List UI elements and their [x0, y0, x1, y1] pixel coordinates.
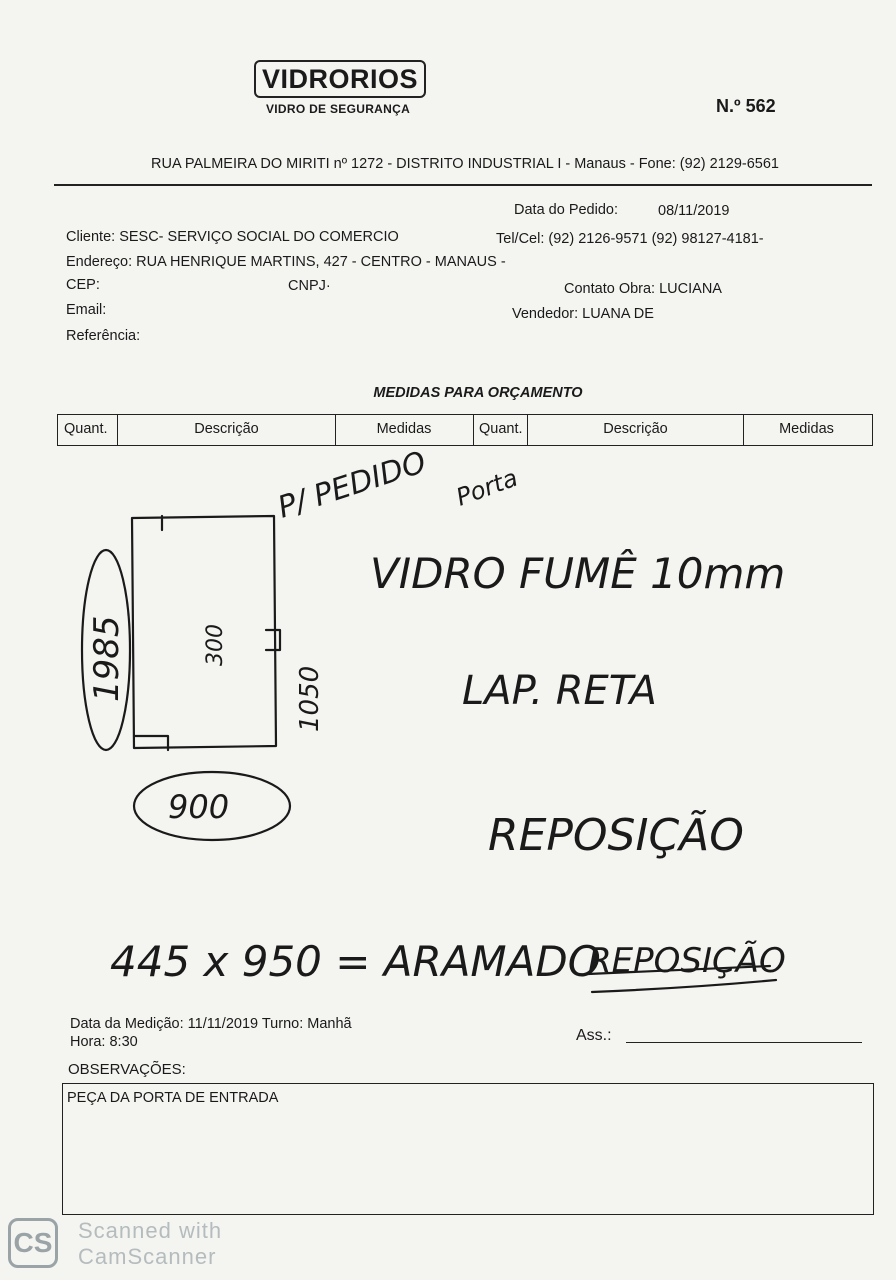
line-vidro: VIDRO FUMÊ 10mm — [370, 549, 786, 598]
email-field: Email: — [66, 302, 107, 318]
note-top: P/ PEDIDO — [273, 444, 431, 526]
phone-field: Tel/Cel: (92) 2126-9571 (92) 98127-4181- — [496, 231, 764, 247]
company-address: RUA PALMEIRA DO MIRITI nº 1272 - DISTRITO INDUSTRIAL I - Manaus - Fone: (92) 2129-6561 — [151, 156, 779, 172]
signature-line — [626, 1042, 862, 1043]
seller-field: Vendedor: LUANA DE — [512, 306, 654, 322]
reposicao-underline — [592, 980, 776, 992]
contact-field: Contato Obra: LUCIANA — [564, 281, 722, 297]
measurement-date: Data da Medição: 11/11/2019 Turno: Manhã — [70, 1016, 352, 1032]
camscanner-logo: CS — [8, 1218, 58, 1268]
col-descricao-2: Descrição — [528, 415, 744, 445]
col-medidas-2: Medidas — [779, 421, 834, 437]
dim-side: 1050 — [295, 665, 325, 732]
line-lap: LAP. RETA — [462, 668, 657, 714]
measurement-time: Hora: 8:30 — [70, 1034, 138, 1050]
col-quant-2: Quant. — [473, 415, 528, 445]
line-reposicao-2: REPOSIÇÃO — [588, 941, 786, 981]
watermark-line-2: CamScanner — [78, 1244, 217, 1269]
dim-inner: 300 — [203, 624, 228, 666]
client-field: Cliente: SESC- SERVIÇO SOCIAL DO COMERCIO — [66, 229, 399, 245]
handwritten-sketch — [0, 440, 896, 1020]
watermark-line-1: Scanned with — [78, 1218, 223, 1243]
document-number: N.º 562 — [716, 96, 776, 116]
col-quant-1: Quant. — [58, 415, 118, 445]
reference-field: Referência: — [66, 328, 141, 344]
order-date-value: 08/11/2019 — [658, 203, 730, 219]
dim-height: 1985 — [87, 615, 127, 702]
observations-text: PEÇA DA PORTA DE ENTRADA — [67, 1090, 279, 1106]
note-side: Porta — [452, 463, 522, 512]
col-medidas-1: Medidas — [335, 415, 474, 445]
line-reposicao: REPOSIÇÃO — [488, 810, 744, 861]
signature-label: Ass.: — [576, 1027, 612, 1044]
header-divider — [54, 184, 872, 186]
section-title: MEDIDAS PARA ORÇAMENTO — [373, 385, 583, 401]
door-handle — [266, 630, 280, 650]
cep-field: CEP: — [66, 277, 100, 293]
line-aramado: 445 x 950 = ARAMADO — [110, 937, 601, 986]
watermark-text — [78, 1218, 222, 1270]
cnpj-field: CNPJ· — [288, 278, 331, 294]
dim-width: 900 — [168, 788, 230, 826]
col-descricao-1: Descrição — [118, 415, 336, 445]
address-field: Endereço: RUA HENRIQUE MARTINS, 427 - CENTRO - MANAUS - — [66, 254, 506, 270]
brand-tagline: VIDRO DE SEGURANÇA — [265, 102, 411, 116]
brand-logo: VIDRORIOS — [254, 60, 426, 98]
order-date-label: Data do Pedido: — [514, 202, 618, 218]
observations-label: OBSERVAÇÕES: — [68, 1061, 186, 1078]
